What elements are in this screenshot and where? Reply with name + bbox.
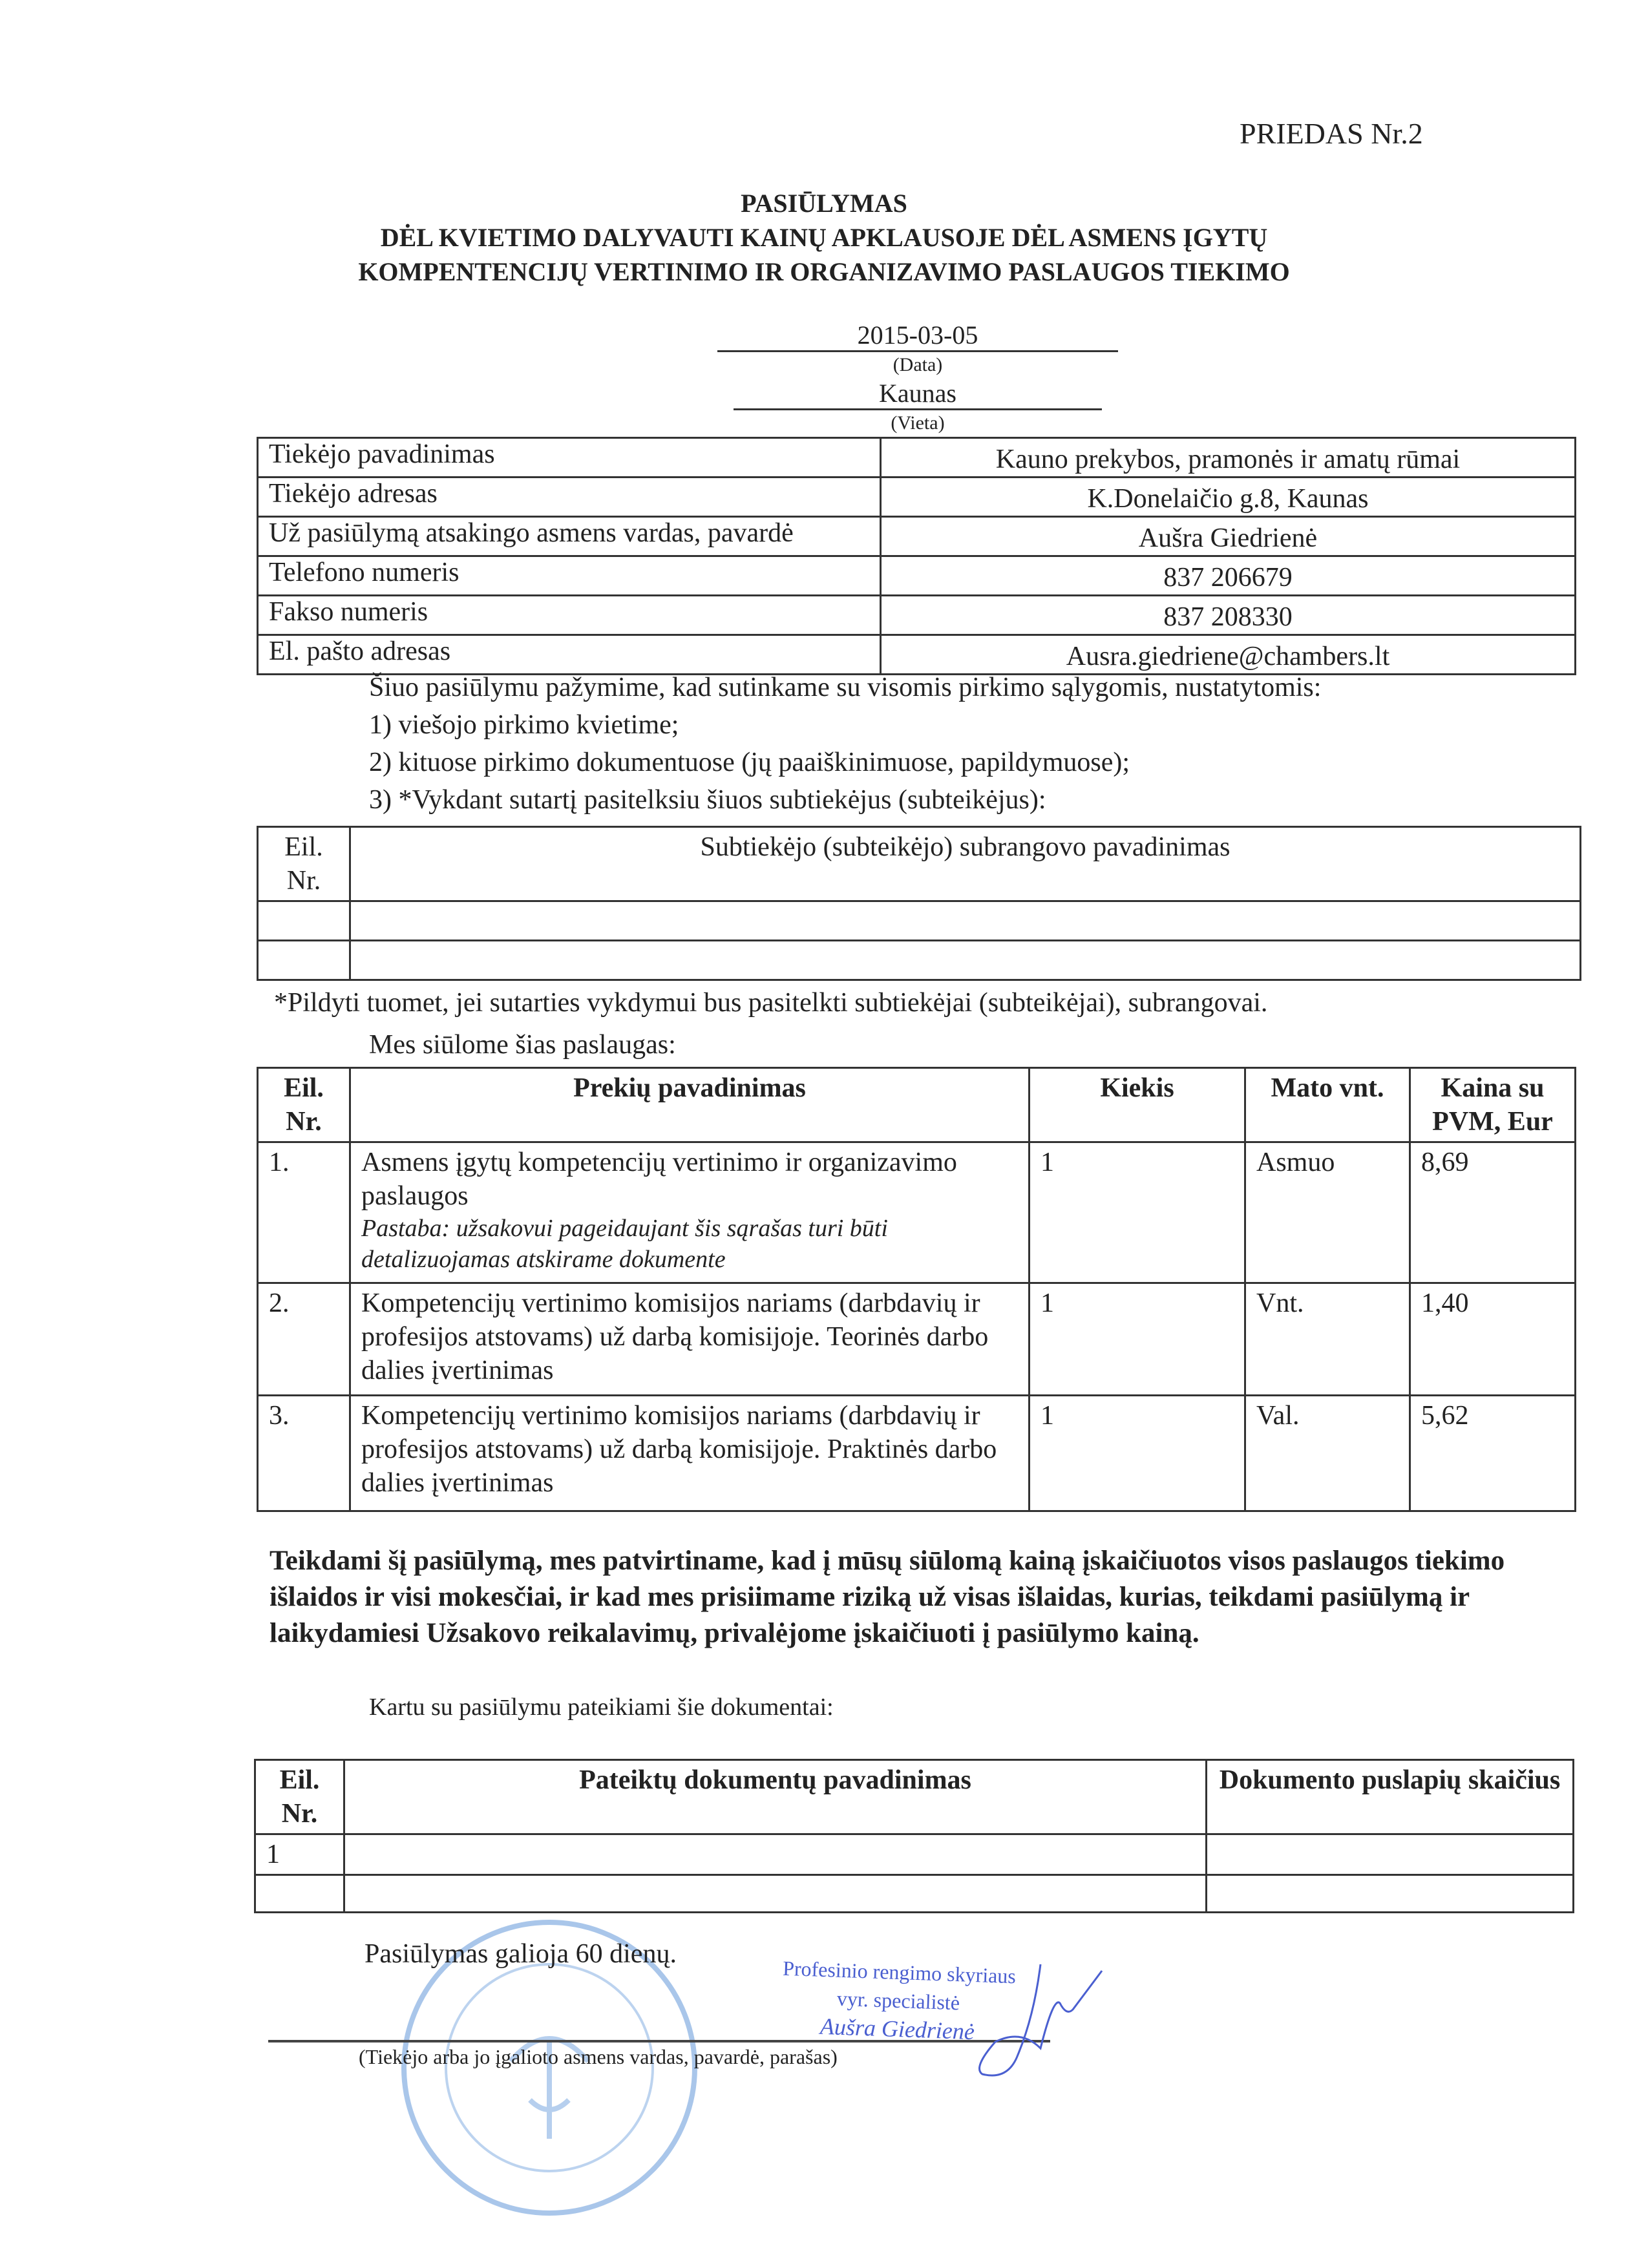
signature-caption: (Tiekėjo arba jo įgalioto asmens vardas, pavardė, parašas) [359,2045,838,2068]
cell[interactable] [258,941,350,980]
supplier-value: K.Donelaičio g.8, Kaunas [881,478,1576,517]
documents-intro: Kartu su pasiūlymu pateikiami šie dokumentai: [369,1694,834,1721]
service-row [258,1283,1576,1396]
supplier-row [258,596,1576,635]
service-price: 8,69 [1410,1142,1576,1283]
service-unit: Vnt. [1245,1283,1410,1396]
service-qty: 1 [1030,1142,1245,1283]
header-no: Eil. Nr. [255,1760,344,1834]
handwritten-signature [969,1958,1118,2087]
cell[interactable] [350,901,1581,941]
service-qty: 1 [1030,1283,1245,1396]
service-no: 1. [258,1142,350,1283]
date-label: (Data) [893,354,943,375]
cell[interactable] [258,901,350,941]
service-unit: Asmuo [1245,1142,1410,1283]
services-table [257,1067,1576,1512]
validity-text: Pasiūlymas galioja 60 dienų. [364,1939,677,1969]
cell[interactable] [255,1875,344,1913]
services-intro: Mes siūlome šias paslaugas: [369,1030,676,1060]
row-no: 1 [255,1834,344,1875]
header-name: Prekių pavadinimas [350,1068,1030,1142]
agreement-item: 3) *Vykdant sutartį pasitelksiu šiuos subtiekėjus (subteikėjus): [369,785,1046,815]
service-no: 3. [258,1396,350,1511]
supplier-value: Aušra Giedrienė [881,517,1576,556]
supplier-label: El. pašto adresas [258,635,881,675]
supplier-row [258,478,1576,517]
place-field: Kaunas [734,378,1102,410]
agreement-item: 1) viešojo pirkimo kvietime; [369,710,679,740]
supplier-label: Už pasiūlymą atsakingo asmens vardas, pavardė [258,517,881,556]
supplier-label: Fakso numeris [258,596,881,635]
service-row [258,1142,1576,1283]
supplier-label: Telefono numeris [258,556,881,596]
subcontractor-table [257,826,1581,981]
annex-label: PRIEDAS Nr.2 [1240,117,1423,150]
date-field: 2015-03-05 [717,320,1118,352]
stamp-line: Aušra Giedrienė [819,2013,975,2045]
supplier-value: Ausra.giedriene@chambers.lt [881,635,1576,675]
supplier-value: 837 206679 [881,556,1576,596]
header-pages: Dokumento puslapių skaičius [1207,1760,1574,1834]
documents-table [254,1759,1574,1913]
supplier-table [257,437,1576,675]
agreement-intro: Šiuo pasiūlymu pažymime, kad sutinkame su visomis pirkimo sąlygomis, nustatytomis: [369,673,1322,702]
supplier-row [258,438,1576,478]
header-qty: Kiekis [1030,1068,1245,1142]
agreement-item: 2) kituose pirkimo dokumentuose (jų paaiškinimuose, papildymuose); [369,748,1130,777]
service-row [258,1396,1576,1511]
header-price: Kaina su PVM, Eur [1410,1068,1576,1142]
cell[interactable] [350,941,1581,980]
service-unit: Val. [1245,1396,1410,1511]
document-title [0,186,1648,289]
service-qty: 1 [1030,1396,1245,1511]
supplier-value: 837 208330 [881,596,1576,635]
header-unit: Mato vnt. [1245,1068,1410,1142]
header-doc-name: Pateiktų dokumentų pavadinimas [344,1760,1207,1834]
supplier-row [258,556,1576,596]
place-label: (Vieta) [891,412,945,434]
cell[interactable] [1207,1834,1574,1875]
header-no: Eil. Nr. [258,1068,350,1142]
header-subcontractor: Subtiekėjo (subteikėjo) subrangovo pavadinimas [350,827,1581,901]
service-price: 1,40 [1410,1283,1576,1396]
footnote: *Pildyti tuomet, jei sutarties vykdymui bus pasitelkti subtiekėjai (subteikėjai), subrangovai. [274,988,1268,1018]
service-name: Kompetencijų vertinimo komisijos nariams (darbdavių ir profesijos atstovams) už darbą komisijoje. Praktinės darbo dalies įvertinimas [361,1401,997,1498]
title-line: KOMPENTENCIJŲ VERTINIMO IR ORGANIZAVIMO PASLAUGOS TIEKIMO [358,257,1290,286]
cell[interactable] [344,1834,1207,1875]
stamp-line: vyr. specialistė [836,1986,960,2015]
supplier-label: Tiekėjo pavadinimas [258,438,881,478]
title-line: PASIŪLYMAS [741,189,907,218]
service-name: Kompetencijų vertinimo komisijos nariams (darbdavių ir profesijos atstovams) už darbą komisijoje. Teorinės darbo dalies įvertinimas [361,1288,989,1385]
service-name: Asmens įgytų kompetencijų vertinimo ir organizavimo paslaugos [361,1148,957,1211]
service-no: 2. [258,1283,350,1396]
supplier-row [258,517,1576,556]
service-note: Pastaba: užsakovui pageidaujant šis sąrašas turi būti detalizuojamas atskirame dokumente [361,1215,888,1273]
header-no: Eil. Nr. [258,827,350,901]
title-line: DĖL KVIETIMO DALYVAUTI KAINŲ APKLAUSOJE DĖL ASMENS ĮGYTŲ [380,223,1268,252]
cell[interactable] [1207,1875,1574,1913]
stamp-line: Profesinio rengimo skyriaus [782,1956,1017,1988]
service-price: 5,62 [1410,1396,1576,1511]
confirmation-text: Teikdami šį pasiūlymą, mes patvirtiname, kad į mūsų siūlomą kainą įskaičiuotos visos paslaugos tiekimo išlaidos ir visi mokesčiai, ir kad mes prisiimame riziką už visas išlaidas, kurias, teikdami pasiūlymą ir laikydamiesi Užsakovo reikalavimų, privalėjome įskaičiuoti į pasiūlymo kainą. [269,1546,1505,1648]
agreement-section [369,669,1321,819]
supplier-value: Kauno prekybos, pramonės ir amatų rūmai [881,438,1576,478]
supplier-label: Tiekėjo adresas [258,478,881,517]
